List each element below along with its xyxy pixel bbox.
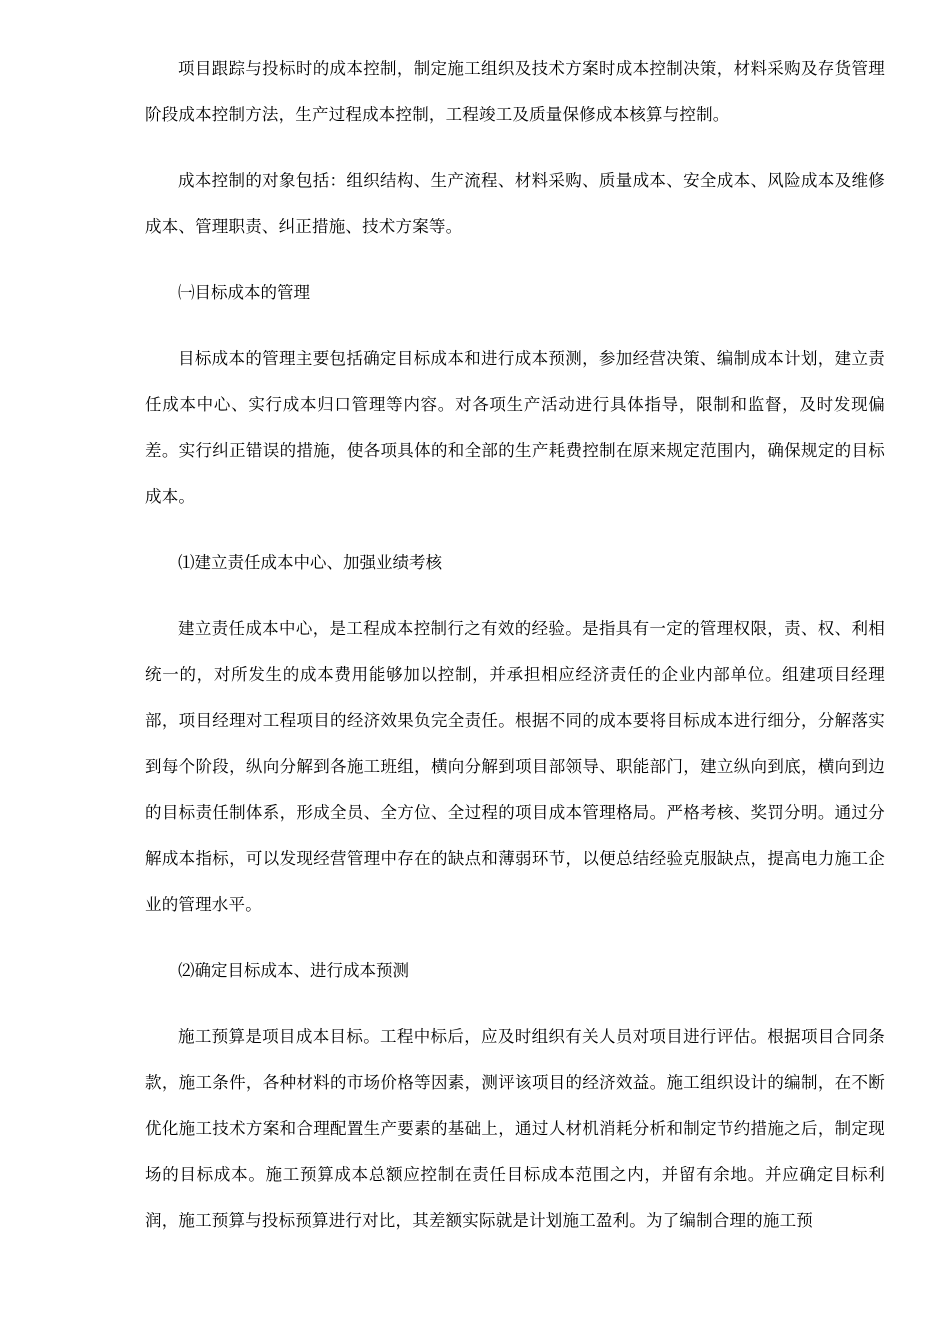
paragraph-control-objects: 成本控制的对象包括：组织结构、生产流程、材料采购、质量成本、安全成本、风险成本及维修成本、管理职责、纠正措施、技术方案等。: [145, 171, 885, 236]
paragraph-gap: [145, 316, 885, 336]
paragraph-gap: [145, 250, 885, 270]
paragraph-tracking-bidding: 项目跟踪与投标时的成本控制，制定施工组织及技术方案时成本控制决策，材料采购及存货管理阶段成本控制方法，生产过程成本控制，工程竣工及质量保修成本核算与控制。: [145, 59, 885, 124]
subsection-heading-cost-forecast: ⑵确定目标成本、进行成本预测: [178, 961, 409, 980]
paragraph-gap: [145, 994, 885, 1014]
paragraph-construction-budget: 施工预算是项目成本目标。工程中标后，应及时组织有关人员对项目进行评估。根据项目合同条款，施工条件，各种材料的市场价格等因素，测评该项目的经济效益。施工组织设计的编制，在不断优化施工技术方案和合理配置生产要素的基础上，通过人材机消耗分析和制定节约措施之后，制定现场的目标成本。施工预算成本总额应控制在责任目标成本范围之内，并留有余地。并应确定目标利润，施工预算与投标预算进行对比，其差额实际就是计划施工盈利。为了编制合理的施工预: [145, 1027, 885, 1230]
paragraph-target-cost-management: 目标成本的管理主要包括确定目标成本和进行成本预测，参加经营决策、编制成本计划，建立责任成本中心、实行成本归口管理等内容。对各项生产活动进行具体指导，限制和监督，及时发现偏差。实行纠正错误的措施，使各项具体的和全部的生产耗费控制在原来规定范围内，确保规定的目标成本。: [145, 349, 885, 506]
subsection-heading-responsibility-center: ⑴建立责任成本中心、加强业绩考核: [178, 553, 442, 572]
paragraph-gap: [145, 586, 885, 606]
paragraph-gap: [145, 928, 885, 948]
paragraph-gap: [145, 520, 885, 540]
paragraph-responsibility-center: 建立责任成本中心，是工程成本控制行之有效的经验。是指具有一定的管理权限，责、权、利相统一的，对所发生的成本费用能够加以控制，并承担相应经济责任的企业内部单位。组建项目经理部，项目经理对工程项目的经济效果负完全责任。根据不同的成本要将目标成本进行细分，分解落实到每个阶段，纵向分解到各施工班组，横向分解到项目部领导、职能部门，建立纵向到底，横向到边的目标责任制体系，形成全员、全方位、全过程的项目成本管理格局。严格考核、奖罚分明。通过分解成本指标，可以发现经营管理中存在的缺点和薄弱环节，以便总结经验克服缺点，提高电力施工企业的管理水平。: [145, 619, 885, 914]
section-heading-target-cost: ㈠目标成本的管理: [178, 283, 310, 302]
paragraph-gap: [145, 138, 885, 158]
document-body: [145, 46, 885, 1244]
